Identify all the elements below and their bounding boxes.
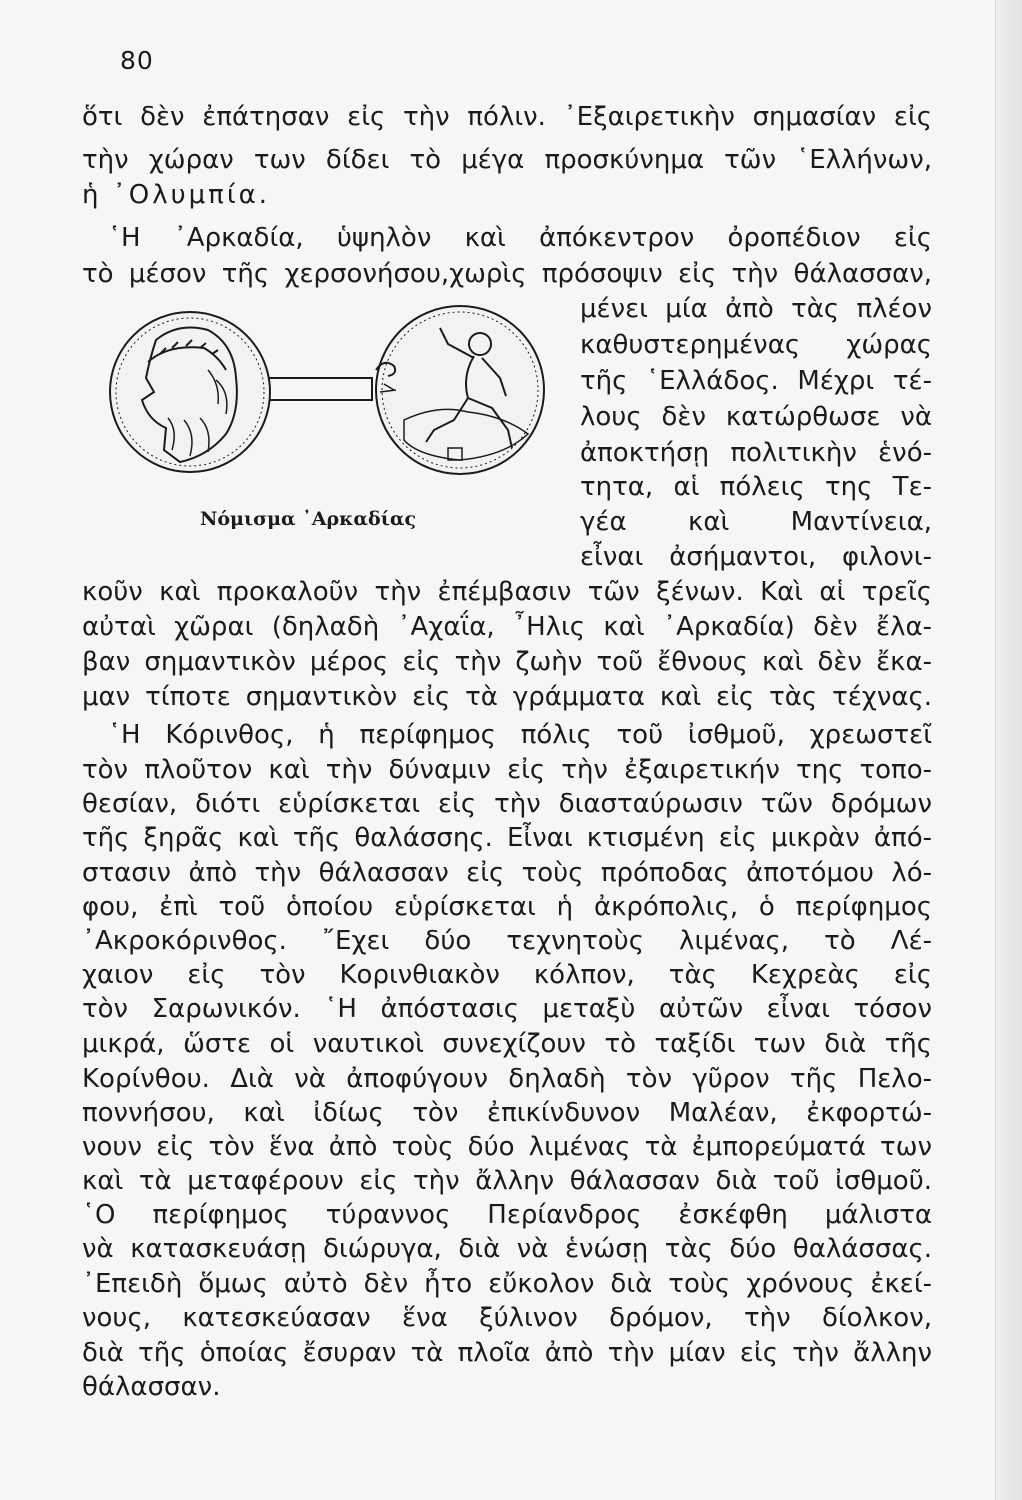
text-line: Κορίνθου. Διὰ νὰ ἀποφύγουν δηλαδὴ τὸν γῦρον τῆς Πελο- xyxy=(82,1064,932,1094)
text-line: ᾿Ακροκόρινθος. ῎Εχει δύο τεχνητοὺς λιμένας, τὸ Λέ- xyxy=(82,926,932,956)
page-edge xyxy=(995,0,1022,1500)
text-line: τὸν Σαρωνικόν. ῾Η ἀπόστασις μεταξὺ αὐτῶν εἶναι τόσον xyxy=(82,994,932,1024)
text-line: νὰ κατασκευάσῃ διώρυγα, διὰ νὰ ἑνώσῃ τὰς δύο θαλάσσας. xyxy=(82,1234,932,1264)
text-line: τῆς ῾Ελλάδος. Μέχρι τέ- xyxy=(580,366,932,396)
text-line: θεσίαν, διότι εὑρίσκεται εἰς τὴν διασταύρωσιν τῶν δρόμων xyxy=(82,789,932,819)
text-line: στασιν ἀπὸ τὴν θάλασσαν εἰς τοὺς πρόποδας ἀποτόμου λό- xyxy=(82,858,932,888)
text-line: γέα καὶ Μαντίνεια, xyxy=(580,507,932,537)
text-line: διὰ τῆς ὁποίας ἔσυραν τὰ πλοῖα ἀπὸ τὴν μίαν εἰς τὴν ἄλλην xyxy=(82,1338,932,1368)
text-line: ῾Ο περίφημος τύραννος Περίανδρος ἐσκέφθη μάλιστα xyxy=(82,1200,932,1230)
text-line: ῾Η ᾿Αρκαδία, ὑψηλὸν καὶ ἀπόκεντρον ὀροπέδιον εἰς xyxy=(108,223,932,253)
text-line: ὅτι δὲν ἐπάτησαν εἰς τὴν πόλιν. ᾿Εξαιρετικὴν σημασίαν εἰς xyxy=(82,102,932,132)
text-line: μένει μία ἀπὸ τὰς πλέον xyxy=(580,294,932,324)
text-line: καθυστερημένας χώρας xyxy=(580,330,932,360)
page-number: 80 xyxy=(120,46,154,75)
text-line: εἶναι ἀσήμαντοι, φιλονι- xyxy=(580,542,932,572)
text-line: ποννήσου, καὶ ἰδίως τὸν ἐπικίνδυνον Μαλέαν, ἐκφορτώ- xyxy=(82,1098,932,1128)
text-line: τὴν χώραν των δίδει τὸ μέγα προσκύνημα τῶν ῾Ελλήνων, xyxy=(82,145,932,175)
coin-obverse-head xyxy=(110,312,270,472)
text-line: νους, κατεσκεύασαν ἕνα ξύλινον δρόμον, τὴν δίολκον, xyxy=(82,1303,932,1333)
figure-caption: Νόμισμα ᾿Αρκαδίας xyxy=(200,508,417,530)
text-line: βαν σημαντικὸν μέρος εἰς τὴν ζωὴν τοῦ ἔθνους καὶ δὲν ἔκα- xyxy=(82,647,932,677)
text-line: τὸν πλοῦτον καὶ τὴν δύναμιν εἰς τὴν ἐξαιρετικήν της τοπο- xyxy=(82,755,932,785)
text-line: τῆς ξηρᾶς καὶ τῆς θαλάσσης. Εἶναι κτισμένη εἰς μικρὰν ἀπό- xyxy=(82,823,932,853)
text-line: μικρά, ὥστε οἱ ναυτικοὶ συνεχίζουν τὸ ταξίδι των διὰ τῆς xyxy=(82,1029,932,1059)
text-line: λους δὲν κατώρθωσε νὰ xyxy=(580,402,932,432)
text-line: τητα, αἱ πόλεις της Τε- xyxy=(580,472,932,502)
text-line: νουν εἰς τὸν ἕνα ἀπὸ τοὺς δύο λιμένας τὰ ἐμπορεύματά των xyxy=(82,1132,932,1162)
text-line: χαιον εἰς τὸν Κορινθιακὸν κόλπον, τὰς Κεχρεὰς εἰς xyxy=(82,960,932,990)
text-line: κοῦν καὶ προκαλοῦν τὴν ἐπέμβασιν τῶν ξένων. Καὶ αἱ τρεῖς xyxy=(82,577,932,607)
text-line: τὸ μέσον τῆς χερσονήσου,χωρὶς πρόσοψιν εἰς τὴν θάλασσαν, xyxy=(82,259,932,289)
text-line: καὶ τὰ μεταφέρουν εἰς τὴν ἄλλην θάλασσαν διὰ τοῦ ἰσθμοῦ. xyxy=(82,1166,932,1196)
text-line: ῾Η Κόρινθος, ἡ περίφημος πόλις τοῦ ἰσθμοῦ, χρεωστεῖ xyxy=(108,720,932,750)
text-line: θάλασσαν. xyxy=(82,1372,221,1402)
coin-illustration xyxy=(108,300,564,500)
text-line: ἀποκτήσῃ πολιτικὴν ἑνό- xyxy=(580,438,932,468)
text-line: αὐταὶ χῶραι (δηλαδὴ ᾿Αχαΐα, ῏Ηλις καὶ ᾿Αρκαδία) δὲν ἔλα- xyxy=(82,612,932,642)
coin-reverse-figure xyxy=(376,306,544,474)
text-line: ᾿Επειδὴ ὅμως αὐτὸ δὲν ἦτο εὔκολον διὰ τοὺς χρόνους ἐκεί- xyxy=(82,1269,932,1299)
text-line: ἡ ᾿Ολυμπία. xyxy=(82,180,271,210)
text-line: φου, ἐπὶ τοῦ ὁποίου εὑρίσκεται ἡ ἀκρόπολις, ὁ περίφημος xyxy=(82,892,932,922)
text-line: μαν τίποτε σημαντικὸν εἰς τὰ γράμματα καὶ εἰς τὰς τέχνας. xyxy=(82,682,932,712)
